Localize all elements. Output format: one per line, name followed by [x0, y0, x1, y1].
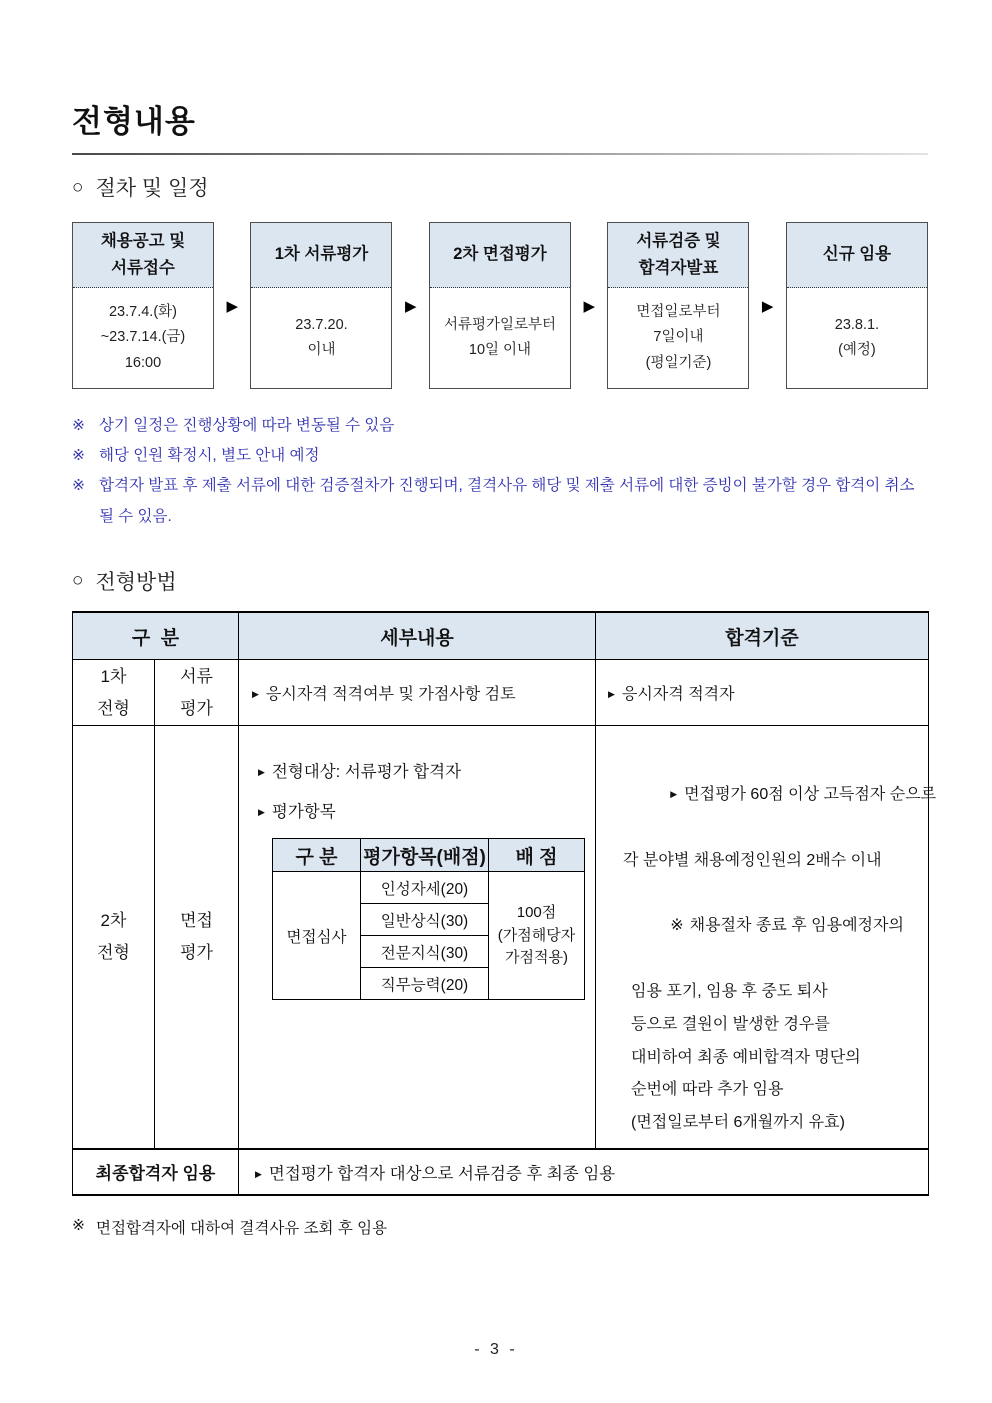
- circle-bullet-icon: ○: [72, 176, 84, 198]
- criteria-line: [608, 746, 937, 844]
- flow-step-interview-dates: [430, 288, 570, 388]
- section-heading-method: [72, 566, 928, 596]
- stage-line: 평가: [180, 943, 213, 963]
- flow-body-line: 서류평가일로부터: [443, 316, 556, 333]
- column-header-detail: 세부내용: [239, 612, 596, 660]
- criteria-text: 채용절차 종료 후 임용예정자의: [689, 917, 904, 935]
- flow-body-line: (예정): [838, 342, 876, 358]
- arrow-right-icon: ▶: [226, 297, 239, 315]
- inner-table-row: [273, 872, 585, 904]
- stage-line: 2차: [100, 910, 127, 930]
- arrow-right-icon: ▶: [404, 297, 417, 315]
- flow-body-line: 23.8.1.: [834, 316, 880, 333]
- criteria-line: 대비하여 최종 예비합격자 명단의: [631, 1048, 861, 1066]
- final-row-label: 최종합격자 임용: [73, 1149, 239, 1195]
- flow-body-line: 23.7.20.: [295, 316, 348, 333]
- flow-body-line: ~23.7.14.(금): [100, 329, 186, 346]
- flow-step-interview: [429, 222, 571, 389]
- detail-bullet-item: [252, 758, 585, 782]
- stage-line: 면접: [180, 910, 213, 930]
- interview-scoring-table: [272, 838, 585, 1000]
- note-item: [72, 471, 928, 531]
- flow-step-doc-screening-title: [251, 223, 391, 288]
- inner-table-header-row: [273, 839, 585, 872]
- section-heading-method-label: 전형방법: [95, 570, 177, 594]
- note-item: [72, 411, 928, 441]
- flow-body-line: 면접일로부터: [636, 303, 721, 320]
- schedule-notes: [72, 411, 928, 532]
- criteria-line: 등으로 결원이 발생한 경우를: [631, 1015, 830, 1033]
- stage1-name-cell: [73, 660, 155, 726]
- criteria-line: [608, 878, 920, 976]
- criteria-line: (면접일로부터 6개월까지 유효): [631, 1114, 845, 1132]
- flow-body-line: 16:00: [124, 354, 162, 371]
- flow-title-line: 서류검증 및: [636, 231, 721, 250]
- flow-step-announcement-dates: [73, 288, 213, 388]
- reference-mark-icon: ※: [72, 477, 85, 495]
- score-line: 100점: [516, 904, 557, 922]
- flow-step-appointment-title: [787, 223, 927, 288]
- triangle-bullet-icon: ▶: [258, 807, 265, 818]
- triangle-bullet-icon: ▶: [608, 689, 615, 700]
- flow-title-line: 서류접수: [111, 259, 175, 277]
- flow-step-verification-title: [608, 223, 748, 288]
- flow-step-announcement: [72, 222, 214, 389]
- flow-step-appointment: [786, 222, 928, 389]
- section-heading-schedule-label: 절차 및 일정: [95, 177, 209, 200]
- selection-method-table: [72, 611, 937, 1196]
- detail-bullet-text: 전형대상: 서류평가 합격자: [271, 763, 462, 782]
- score-line: (가점해당자: [497, 926, 576, 944]
- final-row-detail: [239, 1149, 929, 1195]
- table-row-stage1: [73, 660, 929, 726]
- page-number: - 3 -: [474, 1341, 518, 1358]
- circle-bullet-icon: ○: [72, 570, 84, 592]
- final-detail-text: 면접평가 합격자 대상으로 서류검증 후 최종 임용: [268, 1164, 616, 1183]
- reference-mark-icon: ※: [72, 417, 85, 434]
- inner-header-category: 구 분: [273, 839, 361, 872]
- flow-step-doc-screening: [250, 222, 392, 389]
- stage-line: 1차: [100, 666, 127, 686]
- inner-group-cell: 면접심사: [273, 872, 361, 1000]
- flow-body-line: 이내: [307, 342, 336, 358]
- triangle-bullet-icon: ▶: [252, 689, 259, 700]
- stage-line: 평가: [180, 698, 213, 718]
- stage2-criteria-cell: [596, 726, 937, 1149]
- title-divider: [72, 153, 928, 155]
- arrow-right-icon: ▶: [761, 297, 774, 315]
- stage2-detail-cell: [239, 726, 596, 1149]
- flow-step-appointment-dates: [787, 288, 927, 388]
- inner-header-points: 배 점: [489, 839, 585, 872]
- stage-line: 전형: [97, 698, 130, 718]
- stage1-detail-cell: [239, 660, 596, 726]
- flow-body-line: (평일기준): [645, 354, 712, 371]
- flow-step-verification: [607, 222, 749, 389]
- arrow-right-icon: ▶: [583, 297, 595, 315]
- stage2-name-cell: [73, 726, 155, 1149]
- flow-body-line: 23.7.4.(화): [108, 303, 177, 320]
- criteria-line: 임용 포기, 임용 후 중도 퇴사: [631, 982, 828, 1000]
- method-footnote-text: 면접합격자에 대하여 결격사유 조회 후 임용: [96, 1219, 388, 1237]
- stage1-criteria-text: 응시자격 적격자: [621, 686, 735, 704]
- note-text: 상기 일정은 진행상황에 따라 변동될 수 있음: [99, 417, 395, 434]
- criteria-line: 각 분야별 채용예정인원의 2배수 이내: [623, 851, 882, 869]
- flow-body-line: 7일이내: [653, 329, 704, 346]
- flow-step-doc-screening-dates: [251, 288, 391, 388]
- table-row-stage2: [73, 726, 929, 1149]
- note-item: [72, 441, 928, 471]
- flow-step-verification-dates: [608, 288, 748, 388]
- method-footnote: [72, 1216, 928, 1238]
- column-header-criteria: 합격기준: [596, 612, 929, 660]
- inner-item-cell: 일반상식(30): [361, 904, 489, 936]
- flow-step-interview-title: [430, 223, 570, 288]
- stage-line: 전형: [97, 943, 130, 963]
- stage1-type-cell: [155, 660, 239, 726]
- detail-bullet-item: [252, 798, 585, 822]
- flow-title-line: 합격자발표: [638, 259, 719, 277]
- triangle-bullet-icon: ▶: [258, 767, 265, 778]
- flow-step-announcement-title: [73, 223, 213, 288]
- flow-body-line: 10일 이내: [468, 342, 532, 358]
- detail-bullet-text: 평가항목: [271, 803, 336, 822]
- reference-mark-icon: ※: [72, 1216, 85, 1234]
- inner-header-item: 평가항목(배점): [361, 839, 489, 872]
- score-line: 가점적용): [505, 949, 568, 967]
- stage-line: 서류: [180, 666, 213, 686]
- triangle-bullet-icon: ▶: [670, 789, 678, 800]
- flow-title-line: 채용공고 및: [100, 231, 186, 250]
- table-row-final: [73, 1149, 929, 1195]
- stage2-type-cell: [155, 726, 239, 1149]
- criteria-text: 면접평가 60점 이상 고득점자 순으로: [684, 786, 937, 804]
- section-heading-schedule: [72, 172, 928, 202]
- triangle-bullet-icon: ▶: [255, 1168, 262, 1179]
- inner-item-cell: 전문지식(30): [361, 936, 489, 968]
- criteria-line: 순번에 따라 추가 임용: [631, 1081, 784, 1099]
- flow-title-line: 1차 서류평가: [274, 245, 369, 264]
- note-text: 합격자 발표 후 제출 서류에 대한 검증절차가 진행되며, 결격사유 해당 및 제출 서류에 대한 증빙이 불가할 경우 합격이 취소 될 수 있음.: [99, 477, 915, 525]
- stage1-detail-text: 응시자격 적격여부 및 가점사항 검토: [265, 686, 516, 704]
- inner-item-cell: 인성자세(20): [361, 872, 489, 904]
- flow-title-line: 신규 임용: [822, 245, 892, 264]
- column-header-category: 구 분: [73, 612, 239, 660]
- note-text: 해당 인원 확정시, 별도 안내 예정: [99, 447, 320, 465]
- inner-item-cell: 직무능력(20): [361, 968, 489, 1000]
- reference-mark-icon: ※: [670, 917, 684, 935]
- reference-mark-icon: ※: [72, 447, 85, 465]
- inner-score-cell: [489, 872, 585, 1000]
- stage1-criteria-cell: [596, 660, 929, 726]
- page-title: 전형내용: [72, 104, 196, 139]
- flow-title-line: 2차 면접평가: [453, 245, 547, 264]
- process-flow-diagram: [72, 222, 928, 389]
- table-header-row: [73, 612, 929, 660]
